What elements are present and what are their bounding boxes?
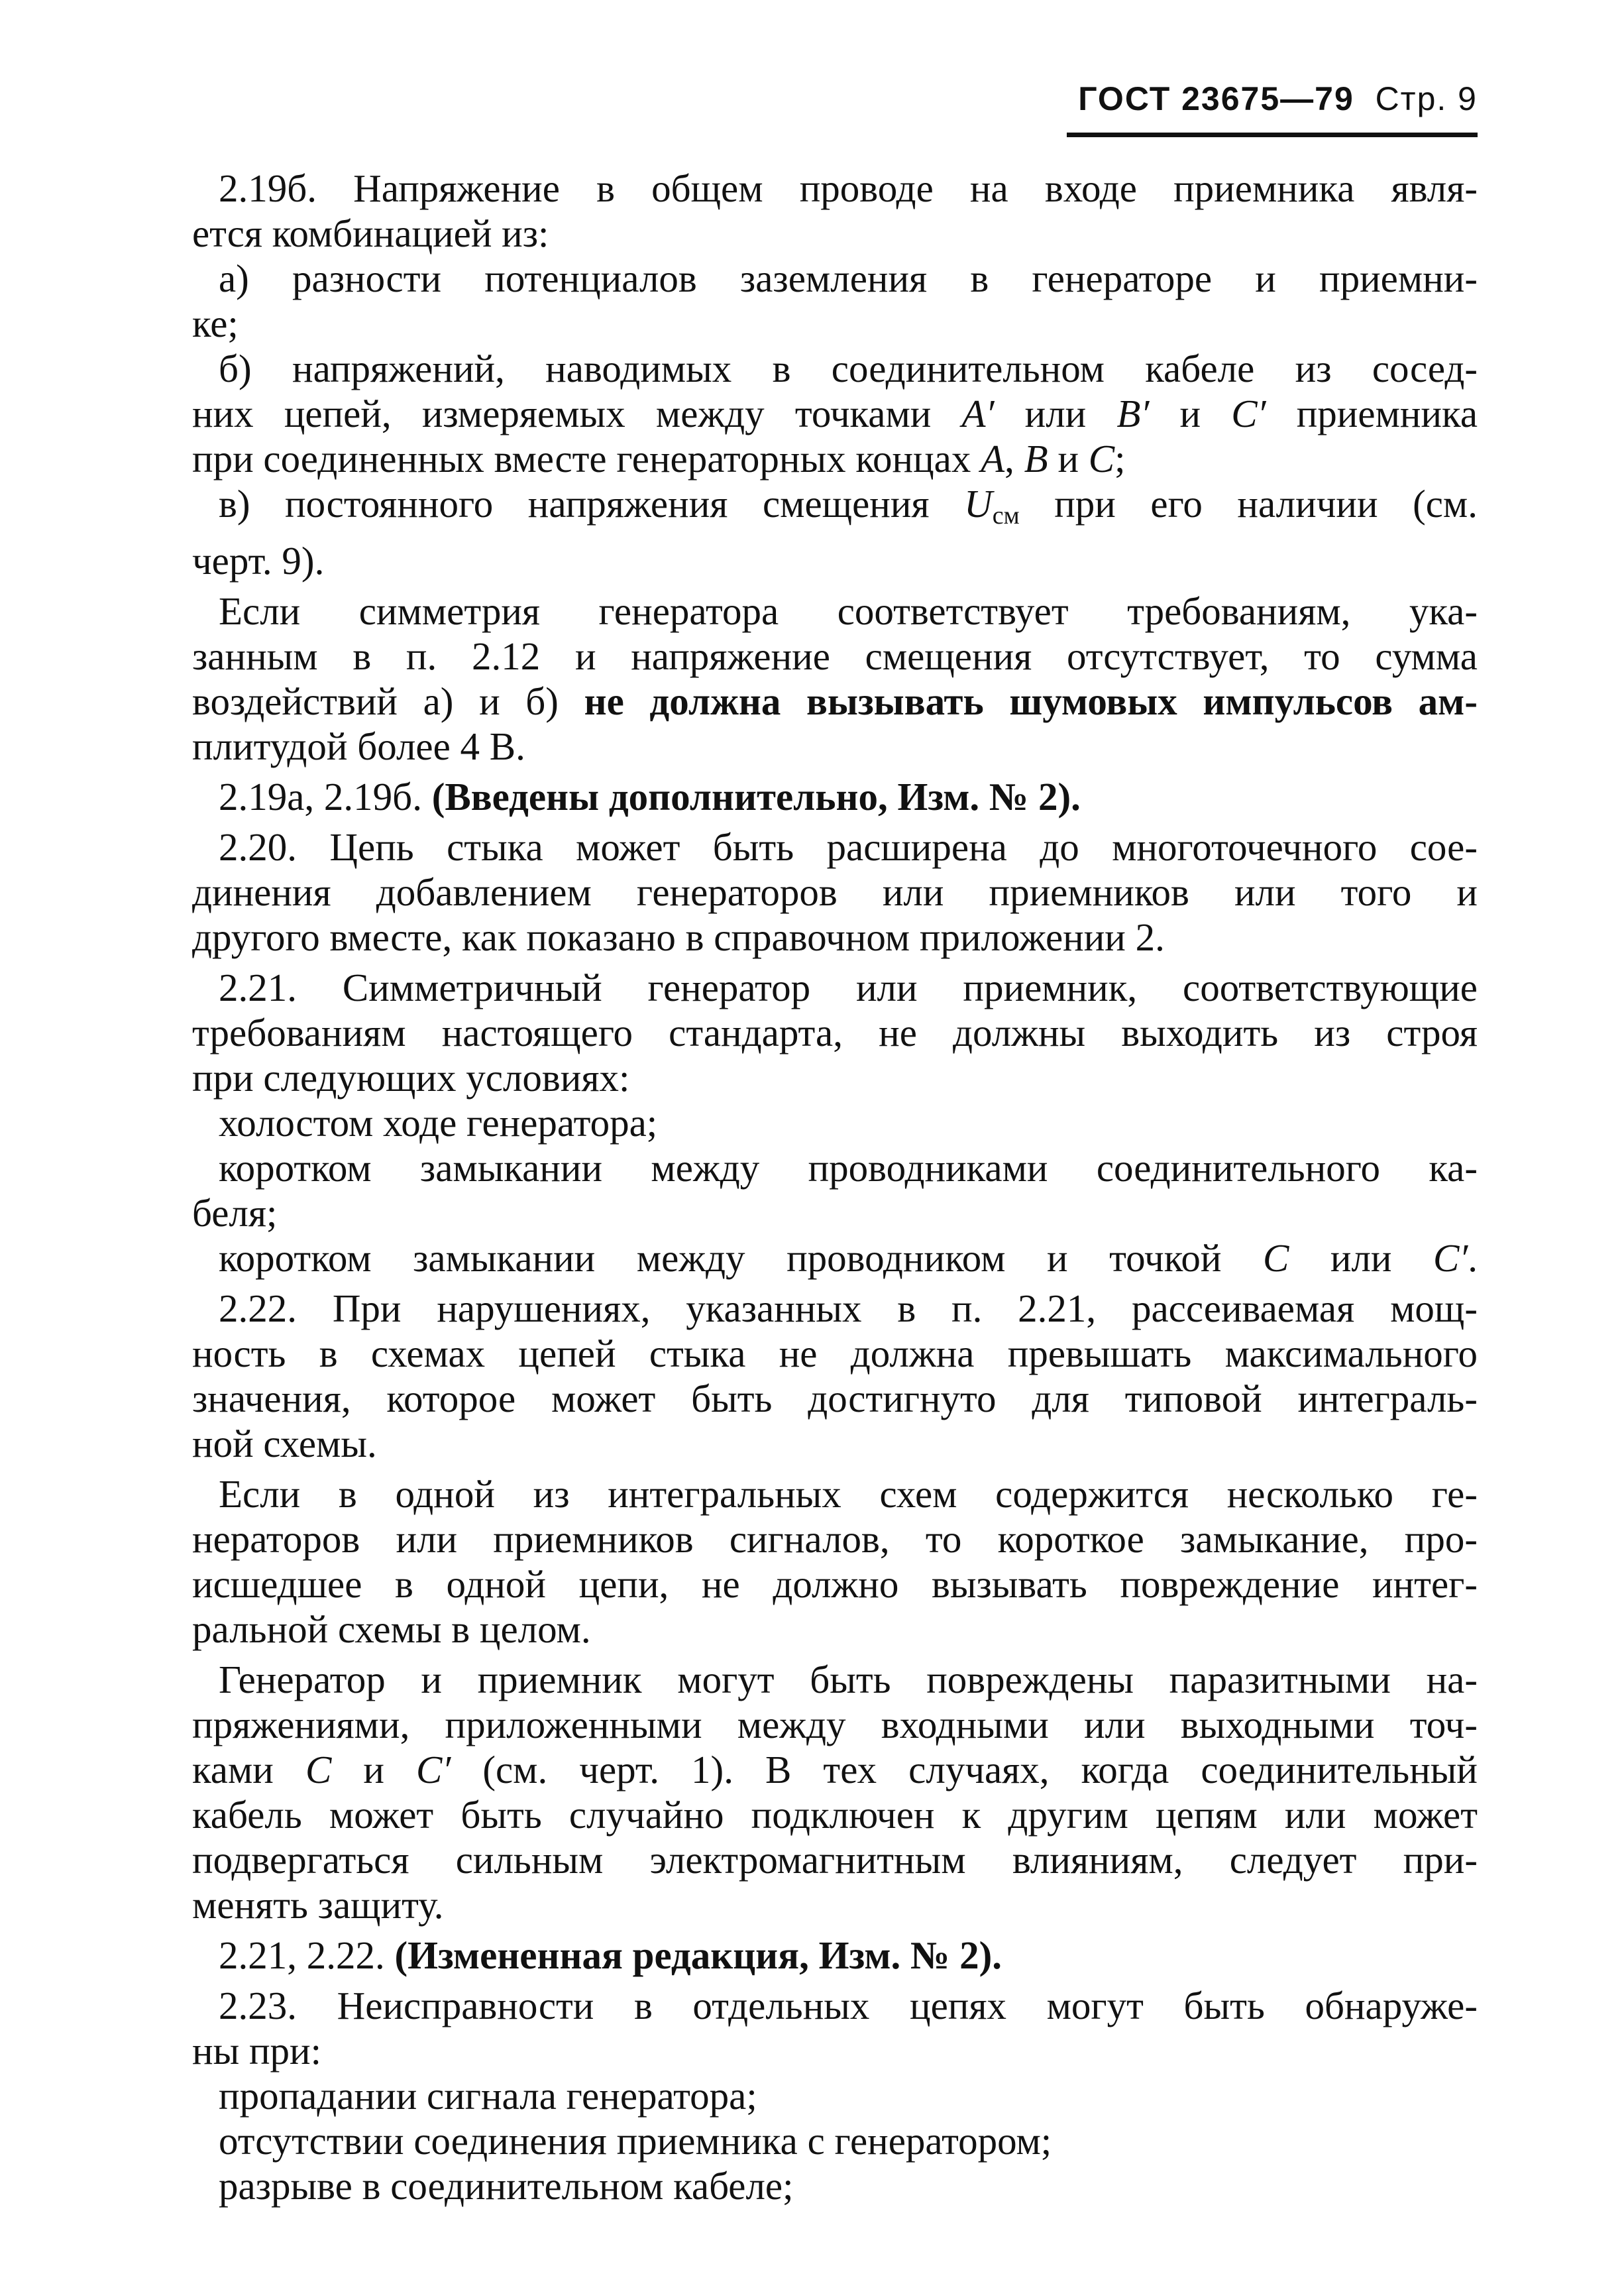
text-line: беля; bbox=[192, 1191, 278, 1235]
point-label: C bbox=[1263, 1236, 1289, 1280]
text-line: ной схемы. bbox=[192, 1422, 377, 1465]
text-line: а) разности потенциалов заземления в генераторе и приемни- bbox=[219, 256, 1478, 300]
point-label: C bbox=[305, 1748, 332, 1791]
text-run: 2.19а, 2.19б. bbox=[219, 775, 432, 819]
text-run: и bbox=[1048, 437, 1089, 481]
text-run: при его наличии (см. bbox=[1019, 482, 1478, 526]
text-run: или bbox=[994, 392, 1117, 435]
text-line: ность в схемах цепей стыка не должна превышать максимального bbox=[192, 1332, 1478, 1375]
text-line bbox=[192, 679, 1478, 724]
text-line: Генератор и приемник могут быть повреждены паразитными на- bbox=[219, 1658, 1478, 1701]
text-line: черт. 9). bbox=[192, 539, 325, 583]
text-run: ; bbox=[1114, 437, 1126, 481]
point-label: C′ bbox=[1231, 392, 1266, 435]
header-rule bbox=[1067, 133, 1478, 137]
point-label: B bbox=[1024, 437, 1048, 481]
text-line bbox=[192, 481, 1478, 538]
list-item: отсутствии соединения приемника с генератором; bbox=[219, 2119, 1052, 2163]
amendment-label: (Измененная редакция, Изм. № 2). bbox=[394, 1933, 1002, 1977]
paragraph-2-22 bbox=[192, 1286, 1478, 1466]
text-run: и bbox=[331, 1748, 416, 1791]
text-line: б) напряжений, наводимых в соединительном кабеле из сосед- bbox=[219, 347, 1478, 390]
text-run: ками bbox=[192, 1748, 305, 1791]
voltage-symbol: U bbox=[964, 482, 993, 526]
text-line: Если в одной из интегральных схем содержится несколько ге- bbox=[219, 1472, 1478, 1516]
text-run: воздействий а) и б) bbox=[192, 679, 584, 723]
list-item: разрыве в соединительном кабеле; bbox=[219, 2164, 794, 2208]
text-run: и bbox=[1149, 392, 1232, 435]
list-item: холостом ходе генератора; bbox=[219, 1101, 658, 1145]
paragraph-integrated-circuits bbox=[192, 1471, 1478, 1652]
text-line bbox=[192, 436, 1478, 481]
text-line: требованиям настоящего стандарта, не должны выходить из строя bbox=[192, 1011, 1478, 1054]
text-run: в) постоянного напряжения смещения bbox=[219, 482, 965, 526]
text-run: приемника bbox=[1266, 392, 1478, 435]
amendment-note-2 bbox=[192, 1933, 1478, 1978]
text-line: при следующих условиях: bbox=[192, 1056, 630, 1100]
text-line bbox=[192, 1747, 1478, 1792]
text-line: менять защиту. bbox=[192, 1883, 444, 1927]
point-label: C bbox=[1088, 437, 1115, 481]
text-line bbox=[192, 1933, 1478, 1978]
text-line: занным в п. 2.12 и напряжение смещения отсутствует, то сумма bbox=[192, 634, 1478, 678]
text-run: при соединенных вместе генераторных концах bbox=[192, 437, 981, 481]
text-run: них цепей, измеряемых между точками bbox=[192, 392, 962, 435]
paragraph-2-19b bbox=[192, 166, 1478, 583]
paragraph-protection bbox=[192, 1657, 1478, 1927]
text-run: 2.21, 2.22. bbox=[219, 1933, 395, 1977]
point-label: A bbox=[981, 437, 1005, 481]
text-line: 2.23. Неисправности в отдельных цепях могут быть обнаруже- bbox=[219, 1984, 1478, 2027]
page-number: Стр. 9 bbox=[1375, 80, 1478, 117]
standard-number: ГОСТ 23675—79 bbox=[1078, 80, 1354, 117]
text-line: пряжениями, приложенными между входными или выходными точ- bbox=[192, 1703, 1478, 1746]
text-run: или bbox=[1289, 1236, 1433, 1280]
voltage-subscript: см bbox=[992, 502, 1020, 530]
text-line: значения, которое может быть достигнуто для типовой интеграль- bbox=[192, 1377, 1478, 1420]
text-line: кабель может быть случайно подключен к другим цепям или может bbox=[192, 1793, 1478, 1837]
text-line bbox=[192, 391, 1478, 436]
point-label: C′ bbox=[1433, 1236, 1468, 1280]
bold-text: не должна вызывать шумовых импульсов ам- bbox=[584, 679, 1478, 723]
amendment-label: (Введены дополнительно, Изм. № 2). bbox=[431, 775, 1081, 819]
text-line: другого вместе, как показано в справочном приложении 2. bbox=[192, 915, 1165, 959]
list-item: пропадании сигнала генератора; bbox=[219, 2074, 757, 2118]
text-line: ется комбинацией из: bbox=[192, 211, 549, 255]
text-line: 2.20. Цепь стыка может быть расширена до многоточечного сое- bbox=[219, 825, 1478, 869]
body-text bbox=[192, 166, 1478, 2208]
text-line: 2.19б. Напряжение в общем проводе на входе приемника явля- bbox=[219, 166, 1478, 210]
point-label: B′ bbox=[1116, 392, 1150, 435]
list-item: коротком замыкании между проводниками соединительного ка- bbox=[219, 1146, 1478, 1190]
paragraph-2-23 bbox=[192, 1983, 1478, 2208]
point-label: A′ bbox=[961, 392, 995, 435]
paragraph-2-20 bbox=[192, 824, 1478, 960]
text-line: ке; bbox=[192, 302, 239, 345]
point-label: C′ bbox=[416, 1748, 451, 1791]
text-line: 2.22. При нарушениях, указанных в п. 2.21, рассеиваемая мощ- bbox=[219, 1286, 1478, 1330]
text-line: ны при: bbox=[192, 2029, 322, 2073]
text-line: подвергаться сильным электромагнитным влияниям, следует при- bbox=[192, 1838, 1478, 1882]
text-line: нераторов или приемников сигналов, то короткое замыкание, про- bbox=[192, 1517, 1478, 1561]
text-run: , bbox=[1004, 437, 1024, 481]
amendment-note-1 bbox=[192, 774, 1478, 819]
text-line: Если симметрия генератора соответствует требованиям, ука- bbox=[219, 589, 1478, 633]
list-item bbox=[192, 1235, 1478, 1280]
text-line: плитудой более 4 В. bbox=[192, 724, 525, 768]
text-run: коротком замыкании между проводником и точкой bbox=[219, 1236, 1263, 1280]
paragraph-2-21 bbox=[192, 965, 1478, 1280]
text-line: динения добавлением генераторов или приемников или того и bbox=[192, 870, 1478, 914]
text-run: (см. черт. 1). В тех случаях, когда соединительный bbox=[451, 1748, 1478, 1791]
text-line: исшедшее в одной цепи, не должно вызывать повреждение интег- bbox=[192, 1562, 1478, 1606]
text-line bbox=[192, 774, 1478, 819]
paragraph-symmetry bbox=[192, 589, 1478, 769]
text-line: 2.21. Симметричный генератор или приемник, соответствующие bbox=[219, 966, 1478, 1009]
text-line: ральной схемы в целом. bbox=[192, 1607, 591, 1651]
text-run: . bbox=[1468, 1236, 1478, 1280]
